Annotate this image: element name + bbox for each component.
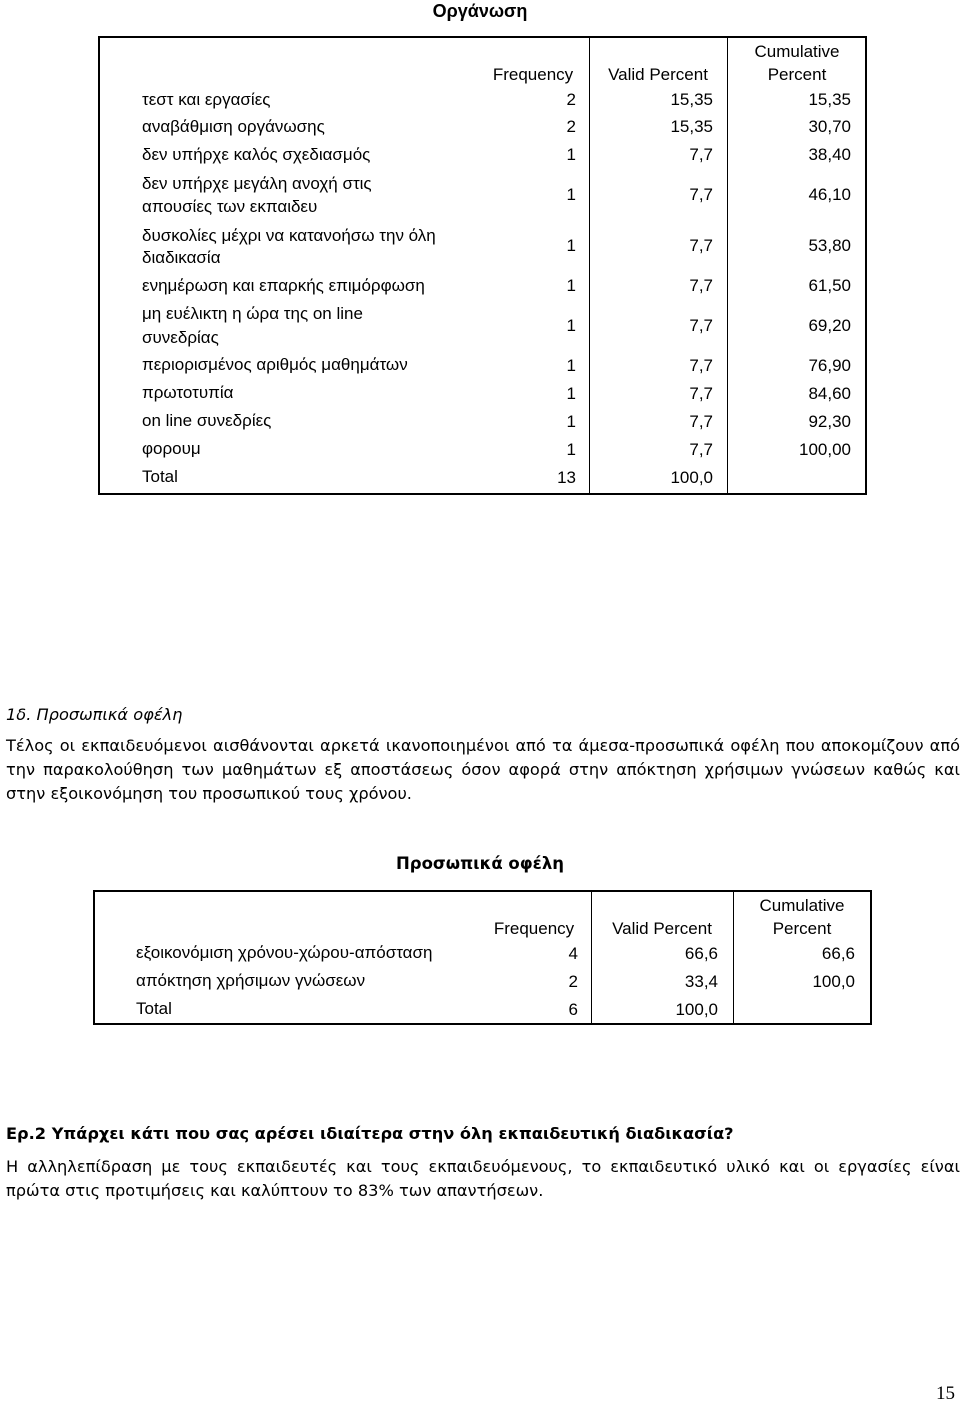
table2-row-cumulative: 100,0	[812, 972, 855, 991]
table1-row-valid-percent: 15,35	[670, 117, 713, 136]
table1-row-frequency: 1	[566, 316, 576, 335]
table2-header-percent: Percent	[772, 919, 832, 938]
section-heading: 1δ. Προσωπικά οφέλη	[6, 705, 183, 724]
table1-row-label: δεν υπήρχε μεγάλη ανοχή στις	[142, 174, 372, 193]
table2-header-cumulative: Cumulative	[759, 896, 845, 915]
table2-row-label: εξοικονόμιση χρόνου-χώρου-απόσταση	[136, 943, 433, 962]
table1-row-frequency: 2	[566, 90, 576, 109]
table1-row-label: on line συνεδρίες	[142, 411, 272, 430]
table1-row-label-line2: διαδικασία	[142, 248, 221, 267]
table1-row-frequency: 1	[566, 440, 576, 459]
table2-row-frequency: 4	[568, 944, 578, 963]
table1-row-cumulative: 84,60	[808, 384, 851, 403]
table1-row-cumulative: 46,10	[808, 185, 851, 204]
table2-total-valid-percent: 100,0	[675, 1000, 718, 1019]
question-heading: Ερ.2 Υπάρχει κάτι που σας αρέσει ιδιαίτερα στην όλη εκπαιδευτική διαδικασία?	[6, 1124, 734, 1143]
table1-header-cumulative: Cumulative	[754, 42, 840, 61]
table2-row-valid-percent: 33,4	[684, 972, 718, 991]
table1-header-valid-percent: Valid Percent	[608, 65, 708, 84]
table1-row-frequency: 1	[566, 276, 576, 295]
table1-row-cumulative: 92,30	[808, 412, 851, 431]
table1-row-valid-percent: 7,7	[689, 145, 713, 164]
table2-header-valid-percent: Valid Percent	[612, 919, 712, 938]
table1-row-valid-percent: 7,7	[689, 316, 713, 335]
question-paragraph: Η αλληλεπίδραση με τους εκπαιδευτές και τους εκπαιδευόμενους, το εκπαιδευτικό υλικό και οι εργασίες είναι πρώτα στις προτιμήσεις και καλύπτουν το 83% των απαντήσεων.	[6, 1157, 960, 1200]
table1-row-label: φορουμ	[142, 439, 201, 458]
table1-row-valid-percent: 7,7	[689, 236, 713, 255]
table1-row-valid-percent: 7,7	[689, 384, 713, 403]
table1-row-label-line2: συνεδρίας	[142, 328, 219, 347]
table1-row-frequency: 1	[566, 185, 576, 204]
table1-row-frequency: 1	[566, 384, 576, 403]
table1-row-label: περιορισμένος αριθμός μαθημάτων	[142, 355, 408, 374]
table1-title: Οργάνωση	[432, 1, 528, 21]
table1-row-frequency: 1	[566, 412, 576, 431]
table1-row-valid-percent: 7,7	[689, 276, 713, 295]
table1-total-frequency: 13	[557, 468, 576, 487]
table1-row-label: δεν υπήρχε καλός σχεδιασμός	[142, 145, 371, 164]
table2-header-frequency: Frequency	[493, 919, 575, 938]
table1-row-cumulative: 69,20	[808, 316, 851, 335]
table2-row-cumulative: 66,6	[821, 944, 855, 963]
table1-row-cumulative: 53,80	[808, 236, 851, 255]
table1-row-frequency: 1	[566, 145, 576, 164]
table1-row-frequency: 1	[566, 236, 576, 255]
table2-title: Προσωπικά οφέλη	[395, 854, 565, 873]
table1-row-frequency: 2	[566, 117, 576, 136]
table1-row-valid-percent: 15,35	[670, 90, 713, 109]
table1-row-label: μη ευέλικτη η ώρα της on line	[142, 304, 363, 323]
table1-row-label: τεστ και εργασίες	[142, 90, 271, 109]
table1-row-valid-percent: 7,7	[689, 412, 713, 431]
table1-total-label: Total	[142, 467, 178, 486]
table1-row-label: πρωτοτυπία	[142, 383, 234, 402]
table1-row-label-line2: απουσίες των εκπαιδευ	[142, 197, 318, 216]
table1-row-label: ενημέρωση και επαρκής επιμόρφωση	[142, 276, 425, 295]
table1-row-cumulative: 100,00	[799, 440, 851, 459]
section-paragraph: Τέλος οι εκπαιδευόμενοι αισθάνονται αρκετά ικανοποιημένοι από τα άμεσα-προσωπικά οφέλη που αποκομίζουν από την παρακολούθηση των μαθημάτων εξ αποστάσεως όσον αφορά στην απόκτηση χρήσιμων γνώσεων καθώς και στην εξοικονόμηση του προσωπικού τους χρόνου.	[6, 736, 960, 803]
table1-row-cumulative: 15,35	[808, 90, 851, 109]
page-number: 15	[936, 1383, 955, 1404]
table1-row-valid-percent: 7,7	[689, 356, 713, 375]
table1-row-cumulative: 61,50	[808, 276, 851, 295]
table1-row-cumulative: 30,70	[808, 117, 851, 136]
table1-header-frequency: Frequency	[492, 65, 574, 84]
table1-row-cumulative: 76,90	[808, 356, 851, 375]
table2-total-frequency: 6	[568, 1000, 578, 1019]
table2-row-label: απόκτηση χρήσιμων γνώσεων	[136, 971, 366, 990]
table1-total-valid-percent: 100,0	[670, 468, 713, 487]
table1-row-label: δυσκολίες μέχρι να κατανοήσω την όλη	[142, 226, 436, 245]
table1-header-percent: Percent	[767, 65, 827, 84]
table1-row-valid-percent: 7,7	[689, 440, 713, 459]
table1-row-valid-percent: 7,7	[689, 185, 713, 204]
table1-row-frequency: 1	[566, 356, 576, 375]
table1-row-label: αναβάθμιση οργάνωσης	[142, 117, 325, 136]
table1-row-cumulative: 38,40	[808, 145, 851, 164]
table2-row-valid-percent: 66,6	[684, 944, 718, 963]
table2-row-frequency: 2	[568, 972, 578, 991]
table2-total-label: Total	[136, 999, 172, 1018]
